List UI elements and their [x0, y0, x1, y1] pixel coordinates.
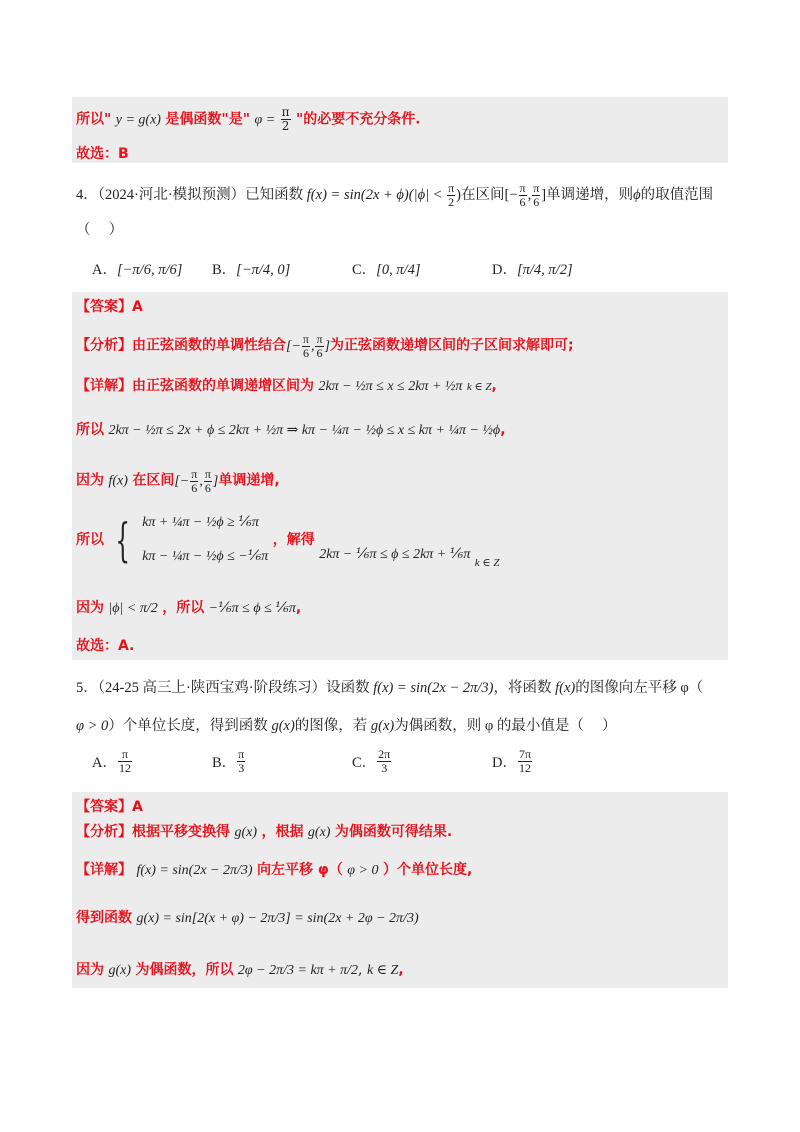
option-5a[interactable]: A． $\frac{\pi}{12}$ [92, 747, 131, 775]
derivation-5b: 因为 g(x) 为偶函数，所以 2φ − 2π/3 = kπ + π/2, k ∈ Z, [76, 962, 404, 978]
question-5-line2: φ > 0）个单位长度，得到函数 g(x)的图像，若 g(x)为偶函数，则 φ 的最小值是（ ） [76, 718, 617, 734]
option-5c[interactable]: C． $\frac{2\pi}{3}$ [352, 747, 391, 775]
option-4d[interactable]: D．[π/4, π/2] [492, 262, 573, 278]
derivation-4b: 因为 f(x) 在区间[− $\frac{\pi}{6}$ , $\frac{\pi}{6}$ ]单调递增, [76, 467, 280, 495]
option-4b[interactable]: B．[−π/4, 0] [212, 262, 291, 278]
pick-4: 故选：A. [76, 638, 135, 654]
derivation-5a: 得到函数 g(x) = sin[2(x + φ) − 2π/3] = sin(2x + 2φ − 2π/3) [76, 910, 419, 926]
option-5d[interactable]: D． $\frac{7\pi}{12}$ [492, 747, 532, 775]
detail-5: 【详解】 f(x) = sin(2x − 2π/3) 向左平移 φ（ φ > 0 ）个单位长度, [76, 862, 473, 878]
question-4: 4．（2024·河北·模拟预测）已知函数 f(x) = sin(2x + ϕ)(|ϕ| < $\frac{\pi}{2}$ )在区间[− $\frac{\pi}{6}$ , $\frac{\pi}{6}$ ]单调递增，则ϕ的取值范围 [76, 181, 714, 209]
derivation-4a: 所以 2kπ − ½π ≤ 2x + ϕ ≤ 2kπ + ½π ⇒ kπ − ¼π − ½ϕ ≤ x ≤ kπ + ¼π − ½ϕ, [76, 422, 506, 438]
option-4c[interactable]: C．[0, π/4] [352, 262, 421, 278]
analysis-5: 【分析】根据平移变换得 g(x) ，根据 g(x) 为偶函数可得结果. [76, 824, 453, 840]
analysis-4: 【分析】由正弦函数的单调性结合[− $\frac{\pi}{6}$ , $\frac{\pi}{6}$ ]为正弦函数递增区间的子区间求解即可; [76, 332, 574, 360]
question-4-paren: （ ） [76, 222, 124, 238]
question-5: 5．（24-25 高三上·陕西宝鸡·阶段练习）设函数 f(x) = sin(2x − 2π/3)，将函数 f(x)的图像向左平移 φ（ [76, 680, 704, 696]
derivation-4d: 因为 |ϕ| < π/2 ，所以 −⅙π ≤ ϕ ≤ ⅙π, [76, 600, 302, 616]
detail-4: 【详解】由正弦函数的单调递增区间为 2kπ − ½π ≤ x ≤ 2kπ + ½π k ∈ Z, [76, 378, 497, 394]
answer-4: 【答案】A [76, 299, 143, 315]
option-4a[interactable]: A．[−π/6, π/6] [92, 262, 183, 278]
choice-line: 故选：B [76, 146, 129, 162]
conclusion-line: 所以" y = g(x) 是偶函数"是" φ = $\frac{\pi}{2}$ "的必要不充分条件. [76, 105, 421, 133]
derivation-4c: 所以 { kπ + ¼π − ½ϕ ≥ ⅙π kπ − ¼π − ½ϕ ≤ −⅙π ，解得 2kπ − ⅙π ≤ ϕ ≤ 2kπ + ⅙π $_{k \in Z}$ [76, 513, 500, 569]
answer-5: 【答案】A [76, 799, 143, 815]
option-5b[interactable]: B． $\frac{\pi}{3}$ [212, 747, 245, 775]
